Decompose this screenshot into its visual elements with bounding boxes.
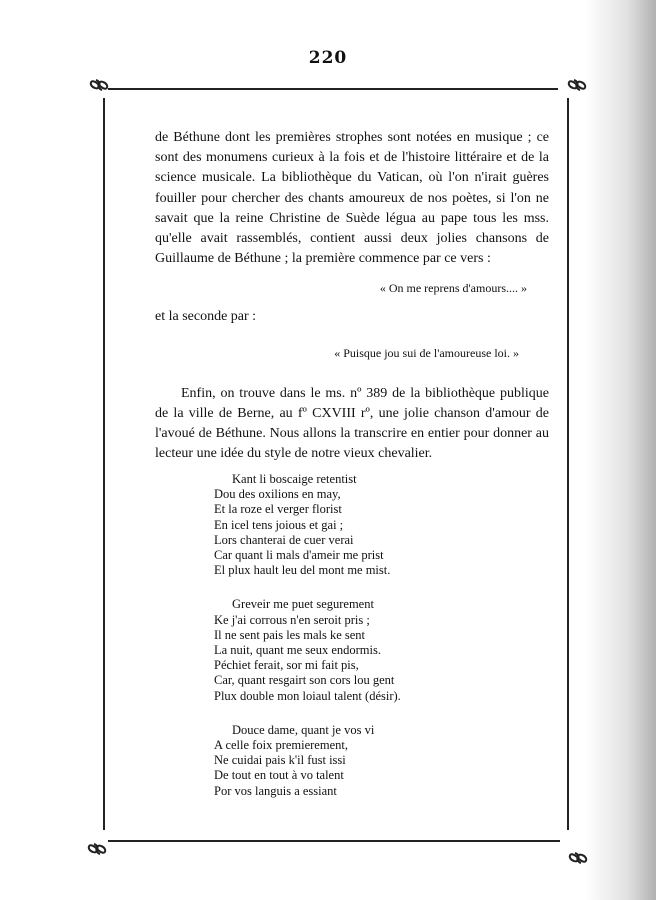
frame-left-rule	[103, 98, 105, 830]
verse-line: Et la roze el verger florist	[214, 502, 342, 517]
stanza-2	[214, 597, 444, 703]
frame-right-rule	[567, 98, 569, 830]
stanza-3	[214, 723, 444, 799]
fleuron-icon	[565, 845, 591, 871]
verse-line: Plux double mon loiaul talent (désir).	[214, 688, 401, 703]
paragraph-2: Enfin, on trouve dans le ms. nº 389 de la bibliothèque publique de la ville de Berne, au fº CXVIII rº, une jolie chanson d'amour de l'avoué de Béthune. Nous allons la transcrire en entier pour donner au lecteur une idée du style de notre vieux chevalier.	[155, 385, 549, 462]
verse-line: Ke j'ai corrous n'en seroit pris ;	[214, 612, 370, 627]
verse-line: En icel tens joious et gai ;	[214, 517, 344, 532]
verse-line: Lors chanterai de cuer verai	[214, 532, 354, 547]
verse-line: El plux hault leu del mont me mist.	[214, 563, 391, 578]
verse-line: Greveir me puet segurement	[232, 597, 374, 612]
verse-line: De tout en tout à vo talent	[214, 768, 344, 783]
frame-bottom-rule	[108, 840, 560, 842]
quote-first-song: « On me reprens d'amours.... »	[379, 281, 527, 296]
verse-line: Il ne sent pais les mals ke sent	[214, 627, 366, 642]
fleuron-icon	[86, 72, 112, 98]
verse-line: Kant li boscaige retentist	[232, 472, 357, 486]
fleuron-icon	[564, 72, 590, 98]
verse-line: Péchiet ferait, sor mi fait pis,	[214, 658, 359, 673]
verse-line: Dou des oxilions en may,	[214, 487, 341, 502]
verse-line: Ne cuidai pais k'il fust issi	[214, 753, 346, 768]
verse-line: Car quant li mals d'ameir me prist	[214, 548, 384, 563]
frame-top-rule	[108, 88, 558, 90]
page-number: 220	[308, 48, 348, 68]
page-edge-shadow	[586, 0, 656, 900]
poem	[214, 472, 444, 818]
paragraph-seconde: et la seconde par :	[155, 309, 257, 325]
paragraph-1: de Béthune dont les premières strophes sont notées en musique ; ce sont des monumens curieux à la fois et de l'histoire littéraire et de la science musicale. La bibliothèque du Vatican, où l'on n'irait guères fouiller pour chercher des chants amoureux de nos poètes, si l'on ne savait que la reine Christine de Suède légua au pape tous les mss. qu'elle avait rassemblés, contient aussi deux jolies chansons de Guillaume de Béthune ; la première commence par ce vers :	[155, 130, 549, 267]
verse-line: La nuit, quant me seux endormis.	[214, 643, 381, 658]
quote-second-song: « Puisque jou sui de l'amoureuse loi. »	[334, 345, 519, 360]
verse-line: A celle foix premierement,	[214, 738, 348, 753]
fleuron-icon	[84, 836, 110, 862]
main-text	[155, 128, 549, 464]
verse-line: Car, quant resgairt son cors lou gent	[214, 673, 395, 688]
verse-line: Por vos languis a essiant	[214, 783, 337, 798]
stanza-1	[214, 472, 444, 578]
verse-line: Douce dame, quant je vos vi	[232, 722, 375, 737]
